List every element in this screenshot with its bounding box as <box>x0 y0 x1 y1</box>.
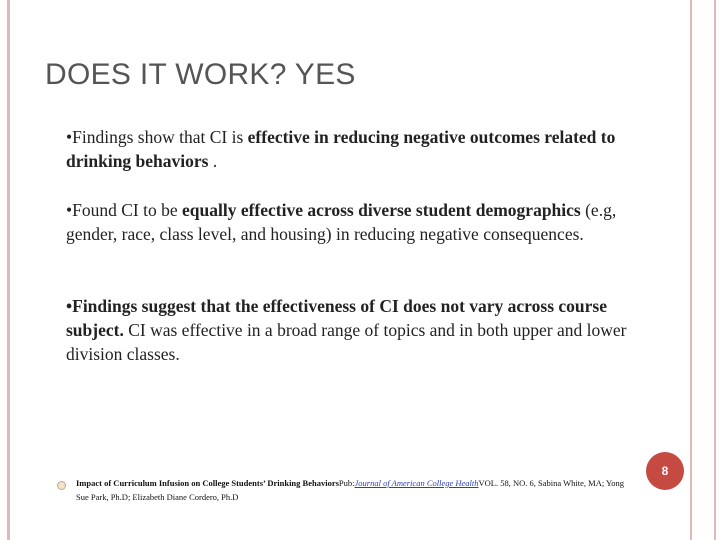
reference-citation <box>76 476 636 504</box>
reference-pub-label: Pub: <box>338 478 355 488</box>
journal-link[interactable]: Journal of American College Health <box>354 478 479 488</box>
bullet-1-suffix: . <box>208 151 218 171</box>
bullet-3-emphasis: •Findings suggest that the effectiveness of CI does not vary across course subject. <box>66 296 607 340</box>
page-number-badge <box>646 452 684 490</box>
bullet-1-emphasis: effective in reducing negative outcomes related to drinking behaviors <box>66 127 616 171</box>
slide-title: DOES IT WORK? YES <box>45 58 356 91</box>
bullet-3-suffix: CI was effective in a broad range of topics and in both upper and lower division classes. <box>66 320 627 364</box>
page-number: 8 <box>661 464 669 478</box>
left-border-decoration <box>7 0 10 540</box>
bullet-point-1 <box>66 125 646 173</box>
reference-bullet-icon <box>57 481 66 490</box>
bullet-point-3 <box>66 294 646 366</box>
reference-title: Impact of Curriculum Infusion on College Students’ Drinking Behaviors <box>76 478 339 488</box>
bullet-1-prefix: •Findings show that CI is <box>66 127 248 147</box>
bullet-2-suffix: (e.g, gender, race, class level, and housing) in reducing negative consequences. <box>66 200 617 244</box>
bullet-2-emphasis: equally effective across diverse student demographics <box>182 200 581 220</box>
reference-details: VOL. 58, NO. 6, Sabina White, MA; Yong Sue Park, Ph.D; Elizabeth Diane Cordero, Ph.D <box>76 478 625 502</box>
right-border-decoration <box>690 0 716 540</box>
bullet-2-prefix: •Found CI to be <box>66 200 182 220</box>
bullet-point-2 <box>66 198 646 246</box>
